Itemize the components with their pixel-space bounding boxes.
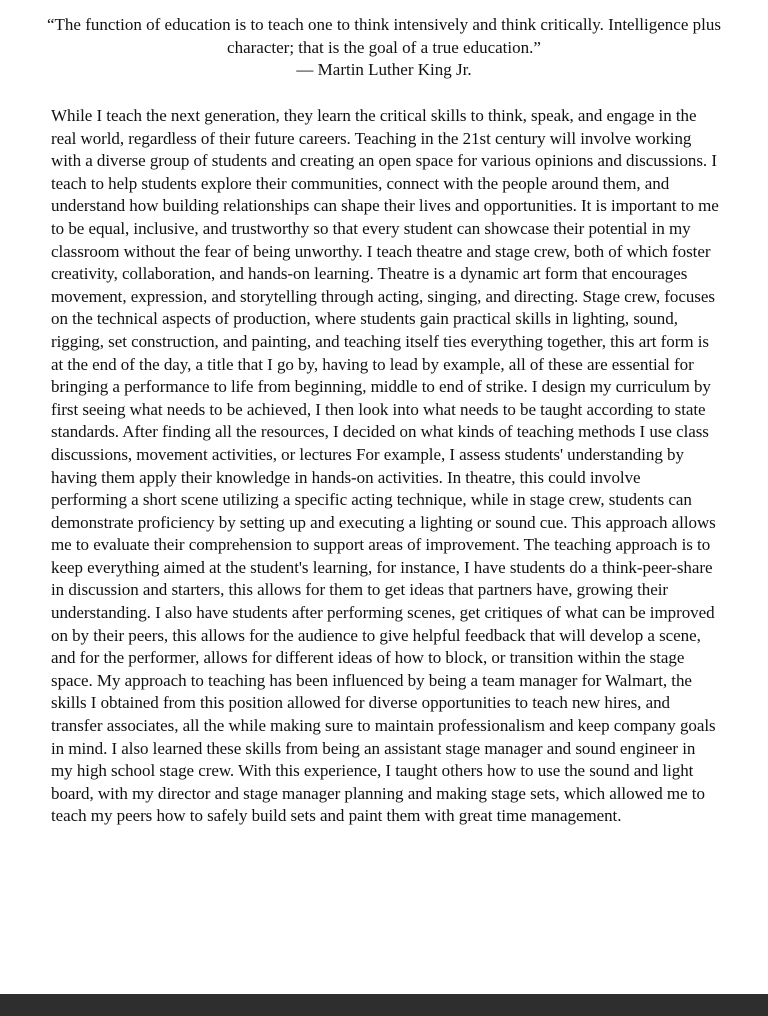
- quote-text: “The function of education is to teach one to think intensively and think critically. Intelligence plus character; that is the goal of a true education.”: [47, 15, 721, 57]
- body-paragraph: While I teach the next generation, they learn the critical skills to think, speak, and engage in the real world, regardless of their future careers. Teaching in the 21st century will involve working with a diverse group of students and creating an open space for various opinions and discussions. I teach to help students explore their communities, connect with the people around them, and understand how building relationships can shape their lives and opportunities. It is important to me to be equal, inclusive, and trustworthy so that every student can showcase their potential in my classroom without the fear of being unworthy. I teach theatre and stage crew, both of which foster creativity, collaboration, and hands-on learning. Theatre is a dynamic art form that encourages movement, expression, and storytelling through acting, singing, and directing. Stage crew, focuses on the technical aspects of production, where students gain practical skills in lighting, sound, rigging, set construction, and painting, and teaching itself ties everything together, this art form is at the end of the day, a title that I go by, having to lead by example, all of these are essential for bringing a performance to life from beginning, middle to end of strike. I design my curriculum by first seeing what needs to be achieved, I then look into what needs to be taught according to state standards. After finding all the resources, I decided on what kinds of teaching methods I use class discussions, movement activities, or lectures For example, I assess students' understanding by having them apply their knowledge in hands-on activities. In theatre, this could involve performing a short scene utilizing a specific acting technique, while in stage crew, students can demonstrate proficiency by setting up and executing a lighting or sound cue. This approach allows me to evaluate their comprehension to support areas of improvement. The teaching approach is to keep everything aimed at the student's learning, for instance, I have students do a think-peer-share in discussion and starters, this allows for them to get ideas that partners have, growing their understanding. I also have students after performing scenes, get critiques of what can be improved on by their peers, this allows for the audience to give helpful feedback that will develop a scene, and for the performer, allows for different ideas of how to block, or transition within the stage space. My approach to teaching has been influenced by being a team manager for Walmart, the skills I obtained from this position allowed for diverse opportunities to teach new hires, and transfer associates, all the while making sure to maintain professionalism and keep company goals in mind. I also learned these skills from being an assistant stage manager and sound engineer in my high school stage crew. With this experience, I taught others how to use the sound and light board, with my director and stage manager planning and making stage sets, which allowed me to teach my peers how to safely build sets and paint them with great time management.: [51, 106, 719, 826]
- epigraph-quote: [40, 14, 728, 82]
- quote-author: — Martin Luther King Jr.: [296, 60, 472, 79]
- bottom-toolbar-strip: [0, 994, 768, 1016]
